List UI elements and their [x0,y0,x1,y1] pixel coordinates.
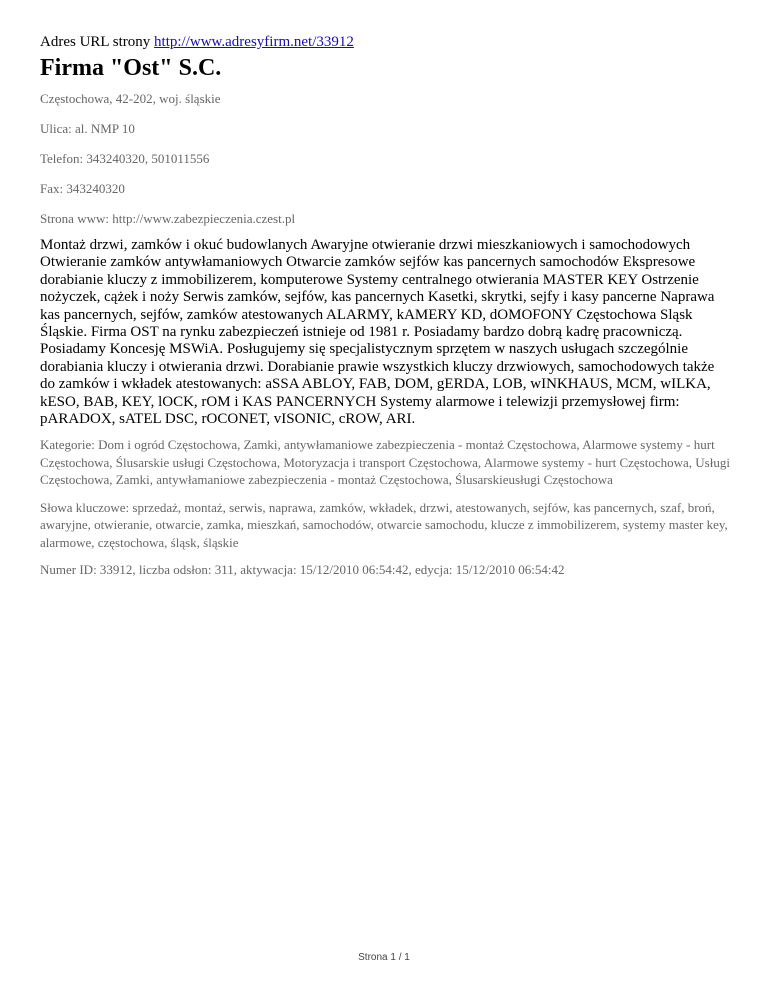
company-address: Częstochowa, 42-202, woj. śląskie [40,91,221,106]
company-description: Montaż drzwi, zamków i okuć budowlanych Awaryjne otwieranie drzwi mieszkaniowych i samochodowych Otwieranie zamków antywłamaniowych Otwarcie zamków sejfów kas pancernych samochodów Ekspresowe dorabianie kluczy z immobilizerem, komputerowe Systemy centralnego otwierania MASTER KEY Ostrzenie nożyczek, cążek i noży Serwis zamków, sejfów, kas pancernych Kasetki, skrytki, sejfy i kasy pancerne Naprawa kas pancernych, sejfów, zamków atestowanych ALARMY, kAMERY KD, dOMOFONY Częstochowa Sląsk Śląskie. Firma OST na rynku zabezpieczeń istnieje od 1981 r. Posiadamy bardzo dobrą kadrę pracowniczą. Posiadamy Koncesję MSWiA. Posługujemy się specjalistycznym sprzętem w naszych usługach szczególnie dorabiania kluczy i otwierania drzwi. Dorabianie prawie wszystkich kluczy drzwiowych, samochodowych także do zamków i wkładek atestowanych: aSSA ABLOY, FAB, DOM, gERDA, LOB, wINKHAUS, MCM, wILKA, kESO, BAB, KEY, lOCK, rOM i KAS PANCERNYCH Systemy alarmowe i telewizji przemysłowej firm: pARADOX, sATEL DSC, rOCONET, vISONIC, cROW, ARI. [40,237,715,428]
document-page [40,32,730,589]
company-phone: Telefon: 343240320, 501011556 [40,151,210,166]
page-number: Strona 1 / 1 [358,952,410,963]
company-fax: Fax: 343240320 [40,181,125,196]
company-name: Firma "Ost" S.C. [40,55,222,81]
record-info: Numer ID: 33912, liczba odsłon: 311, aktywacja: 15/12/2010 06:54:42, edycja: 15/12/2010 06:54:42 [40,562,565,578]
url-label: Adres URL strony [40,34,151,50]
company-street: Ulica: al. NMP 10 [40,121,135,136]
categories-text: Kategorie: Dom i ogród Częstochowa, Zamki, antywłamaniowe zabezpieczenia - montaż Częstochowa, Alarmowe systemy - hurt Częstochowa, Ślusarskie usługi Częstochowa, Motoryzacja i transport Częstochowa, Alarmowe systemy - hurt Częstochowa, Usługi Częstochowa, Zamki, antywłamaniowe zabezpieczenia - montaż Częstochowa, Ślusarskieusługi Częstochowa [40,437,730,488]
company-website: Strona www: http://www.zabezpieczenia.czest.pl [40,211,296,226]
url-line [40,32,730,52]
keywords-text: Słowa kluczowe: sprzedaż, montaż, serwis, naprawa, zamków, wkładek, drzwi, atestowanych, sejfów, kas pancernych, szaf, broń, awaryjne, otwieranie, otwarcie, zamka, mieszkań, samochodów, otwarcie samochodu, klucze z immobilizerem, systemy master key, alarmowe, częstochowa, śląsk, śląskie [40,499,728,550]
url-link[interactable]: http://www.adresyfirm.net/33912 [154,34,354,50]
